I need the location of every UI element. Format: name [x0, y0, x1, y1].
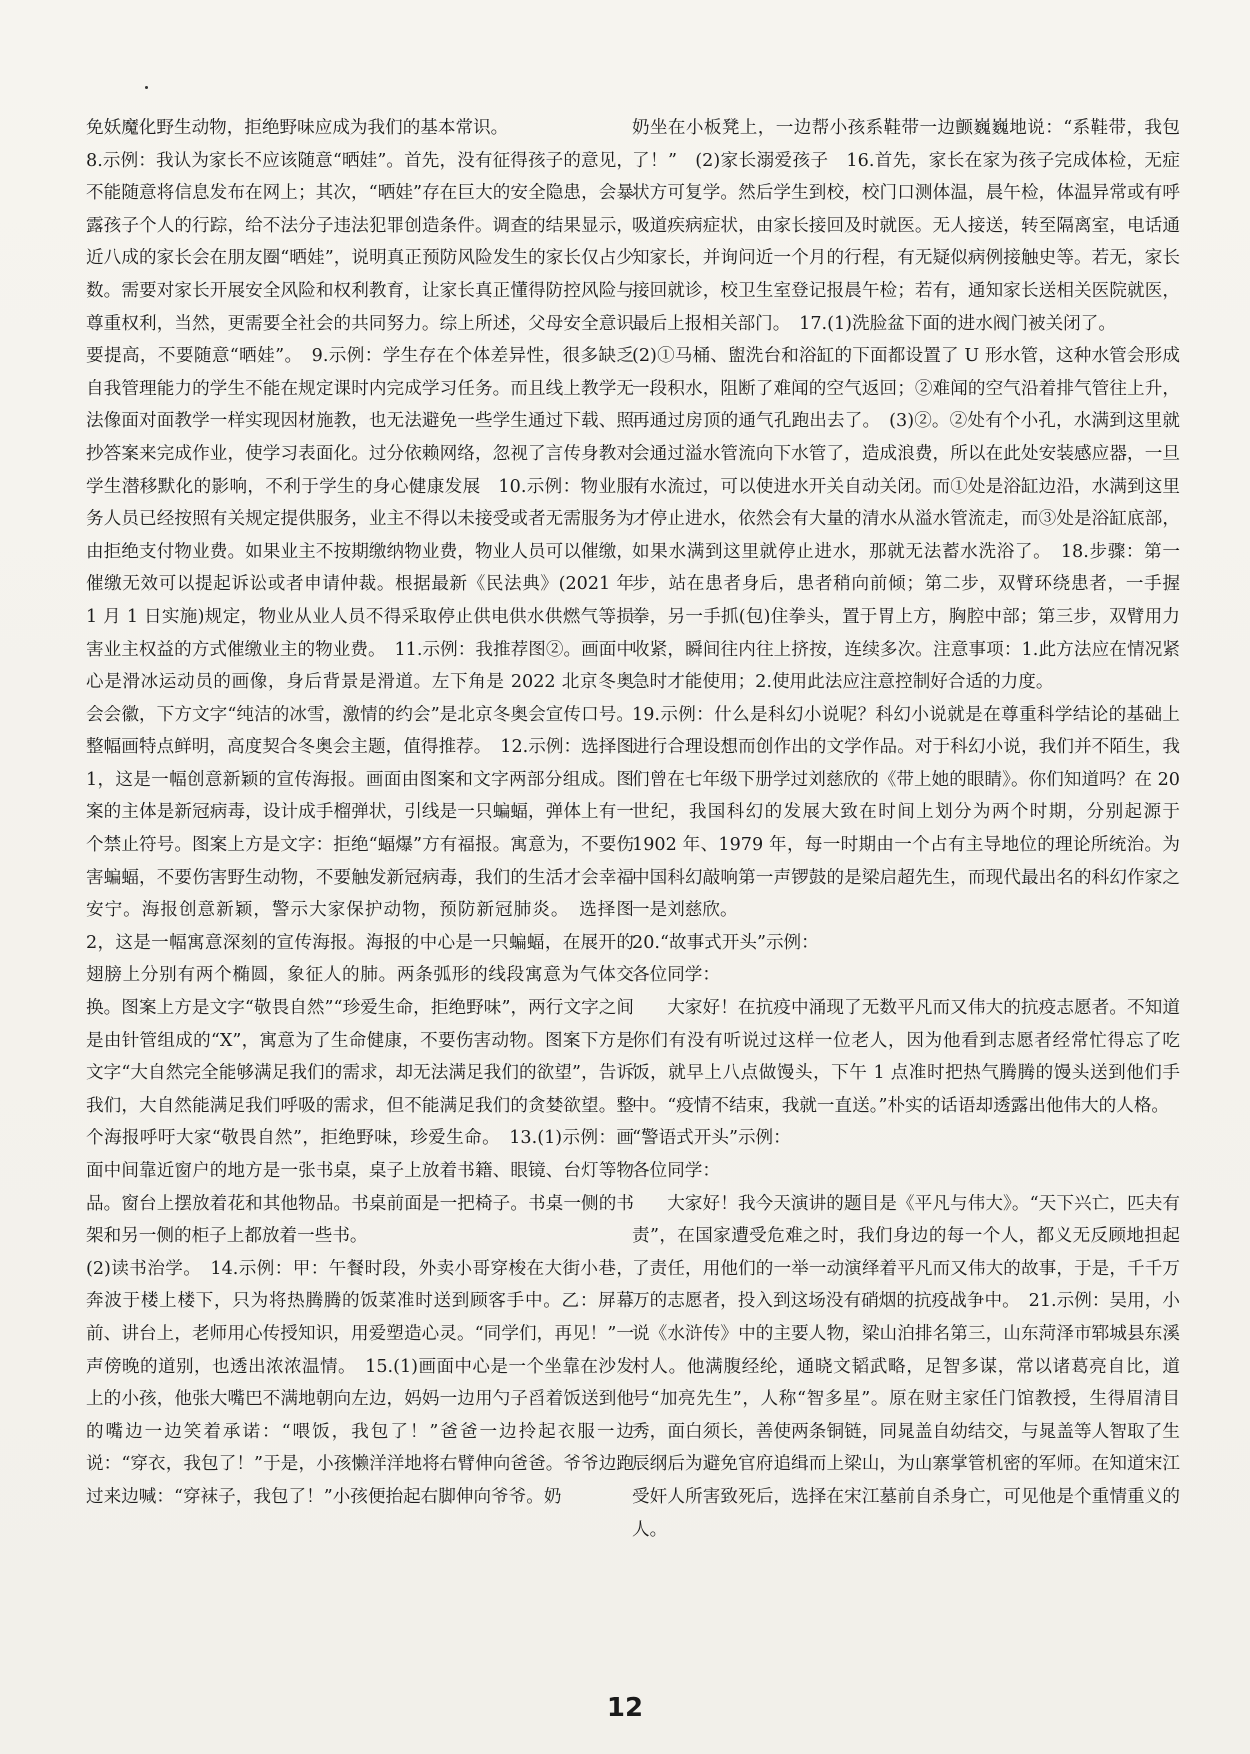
left-paragraph-1: 免妖魔化野生动物，拒绝野味应成为我们的基本常识。 — [86, 118, 509, 138]
column-divider — [622, 108, 623, 1708]
right-paragraph-8: 各位同学： — [632, 1161, 720, 1181]
right-paragraph-9: 大家好！我今天演讲的题目是《平凡与伟大》。“天下兴亡，匹夫有责”，在国家遭受危难之时，我们身边的每一个人，都义无反顾地担起了责任，用他们的一举一动演绎着平凡而又伟大的故事，于是，千千万万的志愿者，投入到这场没有硝烟的抗疫战争中。 21.示例：吴用，小说《水浒传》中的主要人物，梁山泊排名第三，山东菏泽市郓城县东溪村人。他满腹经纶，通晓文韬武略，足智多谋，常以诸葛亮自比，道号“加亮先生”，人称“智多星”。原在财主家任门馆教授，生得眉清目秀，面白须长，善使两条铜链，同晁盖自幼结交，与晁盖等人智取了生辰纲后为避免官府追缉而上梁山，为山寨掌管机密的军师。在知道宋江受奸人所害致死后，选择在宋江墓前自杀身亡，可见他是个重情重义的人。 — [632, 1193, 1180, 1540]
right-column — [632, 112, 1180, 1546]
left-column — [86, 112, 634, 1514]
left-paragraph-2: 8.示例：我认为家长不应该随意“晒娃”。首先，没有征得孩子的意见，不能随意将信息发布在网上；其次，“晒娃”存在巨大的安全隐患，会暴露孩子个人的行踪，给不法分子违法犯罪创造条件。调查的结果显示，近八成的家长会在朋友圈“晒娃”，说明真正预防风险发生的家长仅占少数。需要对家长开展安全风险和权利教育，让家长真正懂得防控风险与尊重权利，当然，更需要全社会的共同努力。综上所述，父母安全意识要提高，不要随意“晒娃”。 9.示例：学生存在个体差异性，很多缺乏自我管理能力的学生不能在规定课时内完成学习任务。而且线上教学无法像面对面教学一样实现因材施教，也无法避免一些学生通过下载、照抄答案来完成作业，使学习表面化。过分依赖网络，忽视了言传身教对学生潜移默化的影响，不利于学生的身心健康发展 10.示例：物业服务人员已经按照有关规定提供服务，业主不得以未接受或者无需服务为由拒绝支付物业费。如果业主不按期缴纳物业费，物业人员可以催缴，催缴无效可以提起诉讼或者申请仲裁。根据最新《民法典》(2021 年 1 月 1 日实施)规定，物业从业人员不得采取停止供电供水供燃气等损害业主权益的方式催缴业主的物业费。 11.示例：我推荐图②。画面中心是滑冰运动员的画像，身后背景是滑道。左下角是 2022 北京冬奥会会徽，下方文字“纯洁的冰雪，激情的约会”是北京冬奥会宣传口号。整幅画特点鲜明，高度契合冬奥会主题，值得推荐。 12.示例：选择图 1，这是一幅创意新颖的宣传海报。画面由图案和文字两部分组成。图案的主体是新冠病毒，设计成手榴弹状，引线是一只蝙蝠，弹体上有一个禁止符号。图案上方是文字：拒绝“蝠爆”方有福报。寓意为，不要伤害蝙蝠，不要伤害野生动物，不要触发新冠病毒，我们的生活才会幸福安宁。海报创意新颖，警示大家保护动物，预防新冠肺炎。 选择图 2，这是一幅寓意深刻的宣传海报。海报的中心是一只蝙蝠，在展开的翅膀上分别有两个椭圆，象征人的肺。两条弧形的线段寓意为气体交换。图案上方是文字“敬畏自然”“珍爱生命，拒绝野味”，两行文字之间是由针管组成的“X”，寓意为了生命健康，不要伤害动物。图案下方是文字“大自然完全能够满足我们的需求，却无法满足我们的欲望”，告诉我们，大自然能满足我们呼吸的需求，但不能满足我们的贪婪欲望。整个海报呼吁大家“敬畏自然”，拒绝野味，珍爱生命。 13.(1)示例：画面中间靠近窗户的地方是一张书桌，桌子上放着书籍、眼镜、台灯等物品。窗台上摆放着花和其他物品。书桌前面是一把椅子。书桌一侧的书架和另一侧的柜子上都放着一些书。 — [86, 150, 634, 1247]
right-paragraph-2: (2)①马桶、盥洗台和浴缸的下面都设置了 U 形水管，这种水管会形成一段积水，阻断了难闻的空气返回；②难闻的空气沿着排气管往上升，再通过房顶的通气孔跑出去了。 (3)②。②处有个小孔，水满到这里就会通过溢水管流向下水管了，造成浪费，所以在此处安装感应器，一旦有水流过，可以使进水开关自动关闭。而①处是浴缸边沿，水满到这里才停止进水，依然会有大量的清水从溢水管流走，而③处是浴缸底部，如果水满到这里就停止进水，那就无法蓄水洗浴了。 18.步骤：第一步，站在患者身后，患者稍向前倾；第二步，双臂环绕患者，一手握拳，另一手抓(包)住拳头，置于胃上方，胸腔中部；第三步，双臂用力收紧，瞬间往内往上挤按，连续多次。注意事项：1.此方法应在情况紧急时才能使用；2.使用此法应注意控制好合适的力度。 — [632, 346, 1180, 693]
scan-dot — [145, 86, 148, 89]
right-paragraph-4: 20.“故事式开头”示例： — [632, 932, 819, 953]
right-paragraph-5: 各位同学： — [632, 965, 720, 986]
right-paragraph-6: 大家好！在抗疫中涌现了无数平凡而又伟大的抗疫志愿者。不知道你们有没有听说过这样一位老人，因为他看到志愿者经常忙得忘了吃饭，就早上八点做馒头，下午 1 点准时把热气腾腾的馒头送到他们手中。“疫情不结束，我就一直送。”朴实的话语却透露出他伟大的人格。 — [632, 998, 1180, 1116]
right-paragraph-3: 19.示例：什么是科幻小说呢？科幻小说就是在尊重科学结论的基础上进行合理设想而创作出的文学作品。对于科幻小说，我们并不陌生，我们曾在七年级下册学过刘慈欣的《带上她的眼睛》。你们知道吗？在 20 世纪，我国科幻的发展大致在时间上划分为两个时期，分别起源于 1902 年、1979 年，每一时期由一个占有主导地位的理论所统治。为中国科幻敲响第一声锣鼓的是梁启超先生，而现代最出名的科幻作家之一是刘慈欣。 — [632, 704, 1180, 921]
right-paragraph-1: 奶坐在小板凳上，一边帮小孩系鞋带一边颤巍巍地说：“系鞋带，我包了！” (2)家长溺爱孩子 16.首先，家长在家为孩子完成体检，无症状方可复学。然后学生到校，校门口测体温，晨午检，体温异常或有呼吸道疾病症状，由家长接回及时就医。无人接送，转至隔离室，电话通知家长，并询问近一个月的行程，有无疑似病例接触史等。若无，家长接回就诊，校卫生室登记报晨午检；若有，通知家长送相关医院就医，最后上报相关部门。 17.(1)洗脸盆下面的进水阀门被关闭了。 — [632, 118, 1180, 334]
page-number: 12 — [606, 1693, 644, 1723]
right-paragraph-7: “警语式开头”示例： — [632, 1128, 791, 1149]
left-paragraph-3: (2)读书治学。 14.示例：甲：午餐时段，外卖小哥穿梭在大街小巷，奔波于楼上楼下，只为将热腾腾的饭菜准时送到顾客手中。乙：屏幕前、讲台上，老师用心传授知识，用爱塑造心灵。“同学们，再见！”一声傍晚的道别，也透出浓浓温情。 15.(1)画面中心是一个坐靠在沙发上的小孩，他张大嘴巴不满地朝向左边，妈妈一边用勺子舀着饭送到他的嘴边一边笑着承诺：“喂饭，我包了！”爸爸一边拎起衣服一边说：“穿衣，我包了！”于是，小孩懒洋洋地将右臂伸向爸爸。爷爷边跑过来边喊：“穿袜子，我包了！”小孩便抬起右脚伸向爷爷。奶 — [86, 1258, 634, 1507]
